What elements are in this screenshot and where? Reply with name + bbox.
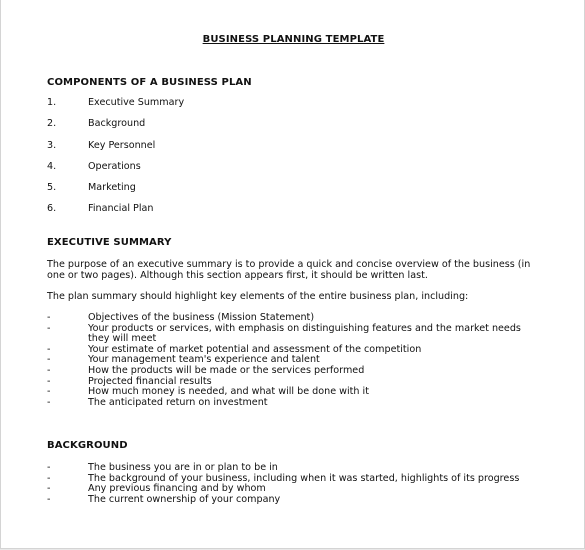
list-item-label: Executive Summary bbox=[88, 97, 185, 108]
list-item-number: 3. bbox=[47, 139, 57, 151]
document-title: BUSINESS PLANNING TEMPLATE bbox=[202, 34, 385, 45]
bullet-text: Your products or services, with emphasis on distinguishing features and the market needs they will meet bbox=[88, 322, 521, 345]
executive-summary-bullets bbox=[47, 313, 538, 408]
background-bullets bbox=[47, 463, 538, 505]
list-item-label: Marketing bbox=[88, 182, 136, 194]
list-item-label: Financial Plan bbox=[88, 203, 154, 215]
bullet-text: Projected financial results bbox=[88, 375, 212, 387]
bullet-text: The background of your business, including when it was started, highlights of its progress bbox=[88, 472, 520, 484]
list-item bbox=[47, 324, 538, 345]
list-item-number: 2. bbox=[47, 118, 57, 130]
bullet-text: Your estimate of market potential and assessment of the competition bbox=[88, 343, 422, 355]
executive-summary-paragraph-1: The purpose of an executive summary is to provide a quick and concise overview of the business (in one or two pages). Although this section appears first, it should be written last. bbox=[47, 259, 531, 281]
bullet-dash: - bbox=[47, 462, 51, 473]
bullet-text: The anticipated return on investment bbox=[88, 396, 268, 408]
list-item-label: Background bbox=[88, 118, 146, 130]
list-item-number: 4. bbox=[47, 160, 57, 172]
list-item-label: Operations bbox=[88, 160, 141, 172]
bullet-text: How the products will be made or the services performed bbox=[88, 364, 365, 376]
executive-summary-heading: EXECUTIVE SUMMARY bbox=[47, 237, 172, 248]
executive-summary-paragraph-2: The plan summary should highlight key elements of the entire business plan, including: bbox=[47, 291, 469, 302]
list-item-label: Key Personnel bbox=[88, 139, 156, 151]
bullet-text: How much money is needed, and what will be done with it bbox=[88, 386, 369, 398]
bullet-dash: - bbox=[47, 343, 51, 355]
bullet-dash: - bbox=[47, 472, 51, 484]
bullet-dash: - bbox=[47, 364, 51, 376]
bullet-dash: - bbox=[47, 493, 51, 505]
bullet-text: Objectives of the business (Mission Statement) bbox=[88, 312, 315, 323]
bullet-dash: - bbox=[47, 354, 51, 366]
bullet-dash: - bbox=[47, 396, 51, 408]
bullet-dash: - bbox=[47, 322, 51, 334]
bullet-dash: - bbox=[47, 386, 51, 398]
bullet-text: The current ownership of your company bbox=[88, 493, 281, 505]
bullet-text: Your management team's experience and talent bbox=[88, 354, 320, 366]
list-item-number: 5. bbox=[47, 182, 57, 194]
list-item bbox=[47, 495, 538, 506]
bullet-dash: - bbox=[47, 375, 51, 387]
components-heading: COMPONENTS OF A BUSINESS PLAN bbox=[47, 77, 252, 88]
bullet-dash: - bbox=[47, 483, 51, 495]
bullet-dash: - bbox=[47, 312, 51, 323]
bullet-text: The business you are in or plan to be in bbox=[88, 462, 278, 473]
list-item bbox=[47, 398, 538, 409]
list-item-number: 1. bbox=[47, 97, 57, 108]
bullet-text: Any previous financing and by whom bbox=[88, 483, 266, 495]
list-item-number: 6. bbox=[47, 203, 57, 215]
background-heading: BACKGROUND bbox=[47, 440, 128, 451]
